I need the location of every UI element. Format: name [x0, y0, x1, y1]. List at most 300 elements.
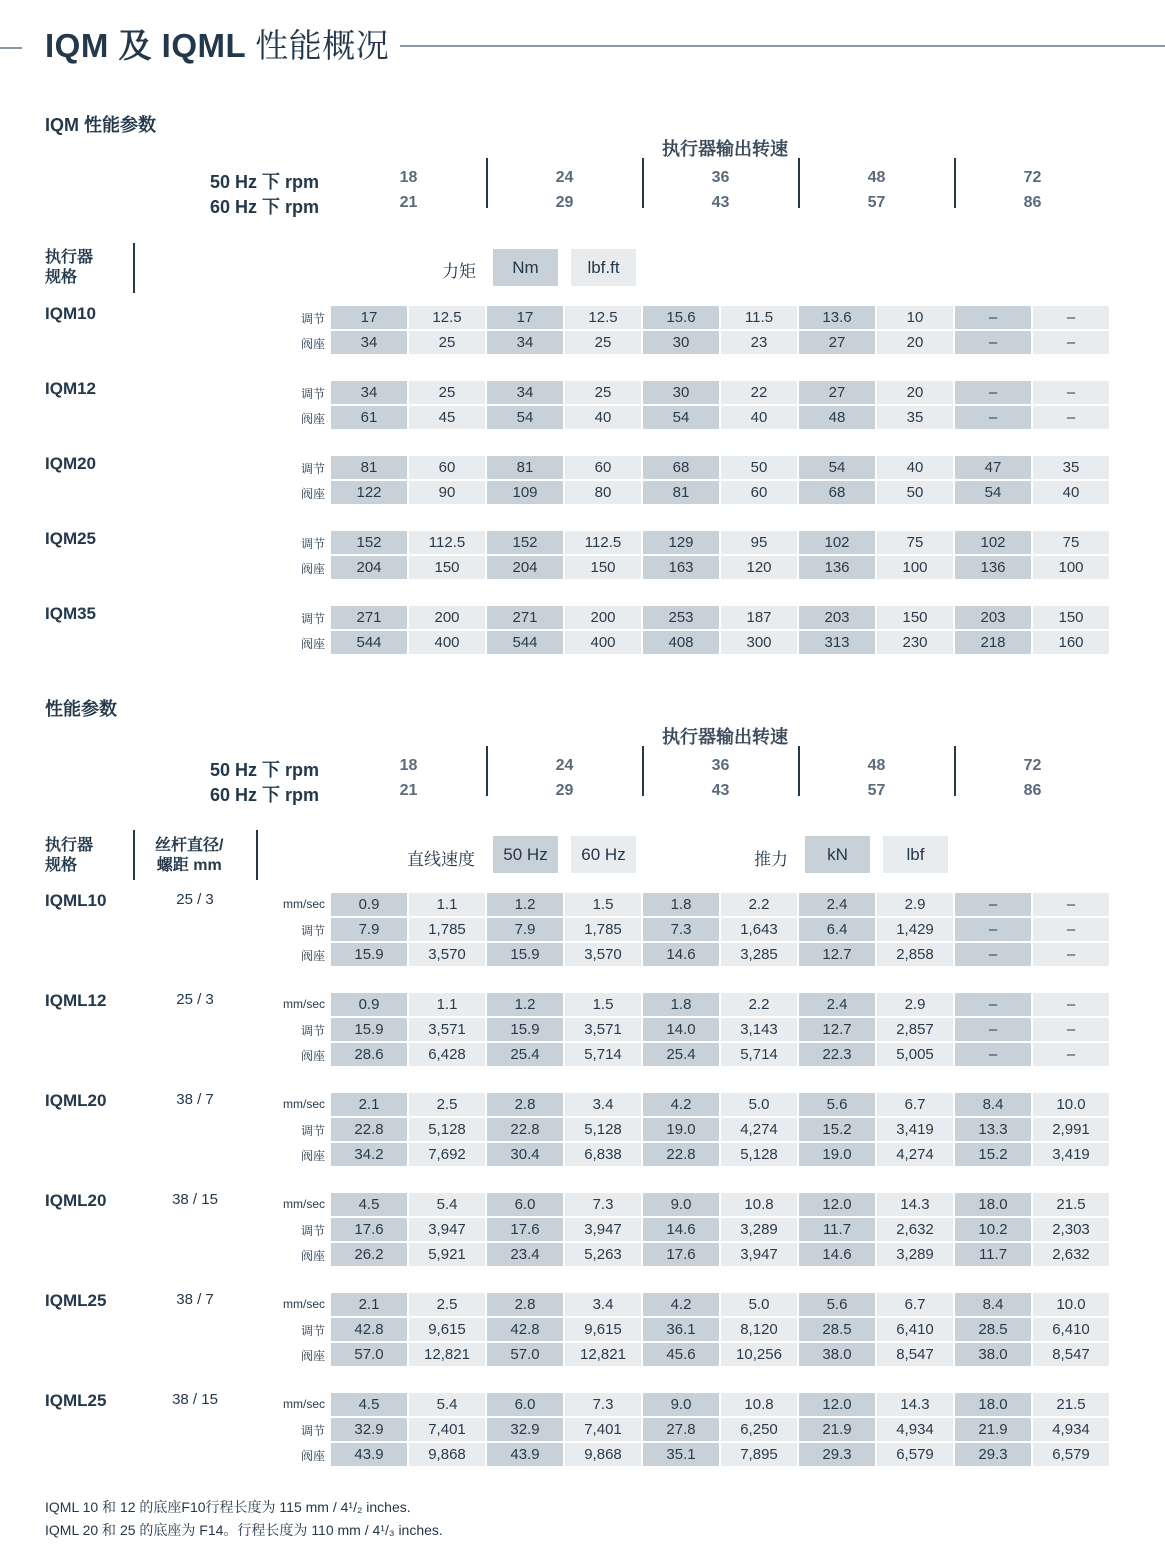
iqml-row-label: mm/sec — [283, 1197, 325, 1211]
iqm-value-cell: 150 — [877, 606, 953, 629]
iqm-value-cell: 81 — [487, 456, 563, 479]
iqml-value-cell: 2.9 — [877, 893, 953, 916]
iqml-value-cell: 35.1 — [643, 1443, 719, 1466]
iqm-value-cell: 54 — [955, 481, 1031, 504]
iqm-value-cell: 40 — [565, 406, 641, 429]
iqml-value-cell: 0.9 — [331, 893, 407, 916]
iqml-value-cell: 26.2 — [331, 1243, 407, 1266]
iqml-value-cell: 1,785 — [565, 918, 641, 941]
iqm-value-cell: 68 — [643, 456, 719, 479]
iqm-value-cell: 23 — [721, 331, 797, 354]
iqml-value-cell: 7.3 — [565, 1393, 641, 1416]
iqml-value-cell: 3.4 — [565, 1293, 641, 1316]
iqml-value-cell: 4.2 — [643, 1293, 719, 1316]
iqml-value-cell: 3,419 — [877, 1118, 953, 1141]
iqml-value-cell: 14.6 — [643, 943, 719, 966]
iqm-value-cell: 203 — [955, 606, 1031, 629]
iqml-unit-50hz: 50 Hz — [493, 836, 558, 873]
iqm-value-cell: 34 — [487, 331, 563, 354]
iqml-value-cell: 34.2 — [331, 1143, 407, 1166]
iqm-value-cell: 54 — [487, 406, 563, 429]
iqm-rpm60-value: 43 — [711, 194, 730, 211]
iqml-model-spindle: 38 / 15 — [172, 1191, 218, 1208]
iqml-value-cell: 9,868 — [565, 1443, 641, 1466]
iqml-value-cell: 0.9 — [331, 993, 407, 1016]
iqml-value-cell: 7.3 — [565, 1193, 641, 1216]
iqml-value-cell: 7.9 — [331, 918, 407, 941]
iqm-value-cell: 13.6 — [799, 306, 875, 329]
iqml-value-cell: 17.6 — [331, 1218, 407, 1241]
iqm-row-label: 调节 — [300, 612, 325, 626]
iqml-model-spindle: 38 / 15 — [172, 1391, 218, 1408]
iqml-value-cell: – — [1033, 1043, 1109, 1066]
iqml-value-cell: 1,785 — [409, 918, 485, 941]
iqm-row-label: 调节 — [300, 537, 325, 551]
iqml-value-cell: 1,643 — [721, 918, 797, 941]
iqml-value-cell: 42.8 — [487, 1318, 563, 1341]
iqm-rpm-divider — [798, 158, 800, 208]
iqml-value-cell: 6.0 — [487, 1393, 563, 1416]
iqml-row-label: 阀座 — [300, 1449, 325, 1463]
iqml-value-cell: 1.5 — [565, 993, 641, 1016]
iqml-value-cell: 32.9 — [331, 1418, 407, 1441]
iqml-rpm50-value: 48 — [867, 757, 886, 774]
iqml-row-label: mm/sec — [283, 897, 325, 911]
iqml-value-cell: 38.0 — [799, 1343, 875, 1366]
iqml-value-cell: 14.3 — [877, 1193, 953, 1216]
iqm-value-cell: 80 — [565, 481, 641, 504]
iqml-row-label: 调节 — [300, 1224, 325, 1238]
iqml-value-cell: 19.0 — [643, 1118, 719, 1141]
iqml-row-label: 阀座 — [300, 1049, 325, 1063]
iqm-value-cell: 60 — [721, 481, 797, 504]
iqml-value-cell: 6,250 — [721, 1418, 797, 1441]
iqm-row-label: 阀座 — [300, 337, 325, 351]
iqml-value-cell: 57.0 — [331, 1343, 407, 1366]
iqml-value-cell: – — [955, 918, 1031, 941]
iqml-value-cell: 7,895 — [721, 1443, 797, 1466]
iqm-rpm-divider — [642, 158, 644, 208]
iqml-value-cell: 15.9 — [487, 943, 563, 966]
iqml-value-cell: 21.9 — [955, 1418, 1031, 1441]
iqml-value-cell: 22.8 — [331, 1118, 407, 1141]
iqml-unit-60hz: 60 Hz — [571, 836, 636, 873]
iqml-row-label: 调节 — [300, 1324, 325, 1338]
iqml-value-cell: 8,547 — [877, 1343, 953, 1366]
iqm-value-cell: 60 — [565, 456, 641, 479]
iqm-value-cell: 12.5 — [409, 306, 485, 329]
iqm-value-cell: 544 — [487, 631, 563, 654]
iqm-value-cell: 17 — [487, 306, 563, 329]
iqm-value-cell: 54 — [799, 456, 875, 479]
iqml-value-cell: 5,128 — [721, 1143, 797, 1166]
iqml-value-cell: 2.4 — [799, 993, 875, 1016]
iqml-model-spindle: 25 / 3 — [176, 991, 214, 1008]
iqml-value-cell: 3,289 — [721, 1218, 797, 1241]
iqm-value-cell: 35 — [877, 406, 953, 429]
iqm-value-cell: 300 — [721, 631, 797, 654]
iqml-value-cell: 42.8 — [331, 1318, 407, 1341]
iqml-value-cell: 7,692 — [409, 1143, 485, 1166]
iqml-model-name: IQML20 — [45, 1191, 107, 1210]
iqm-hz50-label: 50 Hz 下 rpm — [210, 172, 320, 192]
iqm-value-cell: – — [955, 406, 1031, 429]
iqml-value-cell: 10,256 — [721, 1343, 797, 1366]
iqml-value-cell: 14.3 — [877, 1393, 953, 1416]
iqm-value-cell: 17 — [331, 306, 407, 329]
iqm-value-cell: 136 — [955, 556, 1031, 579]
iqml-value-cell: 1.5 — [565, 893, 641, 916]
iqml-value-cell: 25.4 — [487, 1043, 563, 1066]
iqml-value-cell: 5,005 — [877, 1043, 953, 1066]
iqm-value-cell: 408 — [643, 631, 719, 654]
iqml-value-cell: 5.4 — [409, 1193, 485, 1216]
iqml-value-cell: 3.4 — [565, 1093, 641, 1116]
iqm-value-cell: 25 — [409, 381, 485, 404]
iqm-value-cell: 40 — [721, 406, 797, 429]
iqml-value-cell: 18.0 — [955, 1393, 1031, 1416]
iqm-value-cell: 204 — [487, 556, 563, 579]
iqm-value-cell: 150 — [1033, 606, 1109, 629]
iqml-value-cell: 1.2 — [487, 893, 563, 916]
iqml-value-cell: 5.6 — [799, 1293, 875, 1316]
iqml-thrust-label: 推力 — [754, 850, 788, 869]
iqml-value-cell: – — [1033, 943, 1109, 966]
iqm-value-cell: – — [1033, 331, 1109, 354]
iqm-speed-title: 执行器输出转速 — [662, 139, 788, 159]
iqml-value-cell: 5.6 — [799, 1093, 875, 1116]
iqml-value-cell: 9,615 — [409, 1318, 485, 1341]
iqml-row-label: mm/sec — [283, 997, 325, 1011]
iqml-value-cell: 29.3 — [799, 1443, 875, 1466]
iqml-value-cell: 2.2 — [721, 893, 797, 916]
iqml-model-name: IQML25 — [45, 1291, 107, 1310]
iqm-value-cell: 102 — [955, 531, 1031, 554]
iqml-value-cell: 2,858 — [877, 943, 953, 966]
iqml-value-cell: 21.9 — [799, 1418, 875, 1441]
iqml-value-cell: 12.7 — [799, 1018, 875, 1041]
iqml-linear-speed-label: 直线速度 — [407, 850, 475, 869]
iqml-value-cell: 10.0 — [1033, 1293, 1109, 1316]
iqml-value-cell: 3,947 — [565, 1218, 641, 1241]
iqml-value-cell: 15.9 — [487, 1018, 563, 1041]
iqml-row-label: 阀座 — [300, 1149, 325, 1163]
title-rule-right — [400, 45, 1165, 47]
iqml-value-cell: 2.4 — [799, 893, 875, 916]
iqml-value-cell: 5,128 — [565, 1118, 641, 1141]
iqml-value-cell: 28.5 — [799, 1318, 875, 1341]
iqml-row-label: 阀座 — [300, 949, 325, 963]
iqml-value-cell: 10.2 — [955, 1218, 1031, 1241]
iqml-row-label: 阀座 — [300, 1249, 325, 1263]
iqm-unit-lbfft: lbf.ft — [571, 249, 636, 286]
iqml-value-cell: 4,274 — [877, 1143, 953, 1166]
iqml-value-cell: 22.8 — [643, 1143, 719, 1166]
iqml-value-cell: 1.8 — [643, 893, 719, 916]
iqm-value-cell: 30 — [643, 381, 719, 404]
iqml-value-cell: 15.9 — [331, 943, 407, 966]
iqm-value-cell: 50 — [721, 456, 797, 479]
iqm-value-cell: 136 — [799, 556, 875, 579]
iqm-rpm60-value: 86 — [1023, 194, 1042, 211]
iqml-value-cell: 4.5 — [331, 1193, 407, 1216]
iqm-value-cell: 20 — [877, 381, 953, 404]
iqml-value-cell: 3,570 — [565, 943, 641, 966]
iqml-value-cell: 5,128 — [409, 1118, 485, 1141]
iqm-value-cell: 25 — [565, 381, 641, 404]
iqml-value-cell: – — [955, 1043, 1031, 1066]
iqml-model-name: IQML20 — [45, 1091, 107, 1110]
iqm-value-cell: 129 — [643, 531, 719, 554]
iqm-value-cell: 20 — [877, 331, 953, 354]
iqm-value-cell: 34 — [331, 331, 407, 354]
iqml-value-cell: – — [955, 1018, 1031, 1041]
iqml-value-cell: 28.6 — [331, 1043, 407, 1066]
iqml-value-cell: 3,143 — [721, 1018, 797, 1041]
iqml-value-cell: 21.5 — [1033, 1393, 1109, 1416]
iqml-value-cell: 7,401 — [409, 1418, 485, 1441]
iqm-value-cell: 271 — [331, 606, 407, 629]
iqml-value-cell: 15.2 — [955, 1143, 1031, 1166]
iqml-value-cell: 9.0 — [643, 1193, 719, 1216]
iqml-value-cell: 8,120 — [721, 1318, 797, 1341]
iqm-value-cell: 200 — [409, 606, 485, 629]
iqm-model-name: IQM20 — [45, 454, 97, 473]
iqml-value-cell: 6,838 — [565, 1143, 641, 1166]
iqml-row-label: mm/sec — [283, 1397, 325, 1411]
iqml-value-cell: – — [955, 993, 1031, 1016]
iqml-value-cell: 2.8 — [487, 1093, 563, 1116]
iqm-value-cell: 60 — [409, 456, 485, 479]
iqml-value-cell: – — [1033, 1018, 1109, 1041]
iqml-value-cell: 11.7 — [955, 1243, 1031, 1266]
iqml-value-cell: 2.9 — [877, 993, 953, 1016]
iqml-value-cell: 29.3 — [955, 1443, 1031, 1466]
iqml-value-cell: 9,615 — [565, 1318, 641, 1341]
iqm-actuator-size-header: 执行器 规格 — [45, 249, 94, 286]
iqm-rpm50-value: 36 — [711, 169, 730, 186]
iqml-value-cell: 2.5 — [409, 1293, 485, 1316]
iqml-rpm-divider — [642, 746, 644, 796]
iqm-row-label: 阀座 — [300, 637, 325, 651]
iqm-row-label: 调节 — [300, 312, 325, 326]
iqml-value-cell: 32.9 — [487, 1418, 563, 1441]
iqml-value-cell: 15.9 — [331, 1018, 407, 1041]
iqm-value-cell: 218 — [955, 631, 1031, 654]
iqml-value-cell: 30.4 — [487, 1143, 563, 1166]
iqm-value-cell: 54 — [643, 406, 719, 429]
iqm-torque-label: 力矩 — [442, 262, 476, 281]
page-title — [45, 20, 389, 67]
iqm-value-cell: 160 — [1033, 631, 1109, 654]
footnote: IQML 10 和 12 的底座F10行程长度为 115 mm / 4¹/₂ inches. — [45, 1499, 411, 1515]
iqml-value-cell: 4.2 — [643, 1093, 719, 1116]
iqml-spindle-header: 丝杆直径/ 螺距 mm — [155, 837, 224, 874]
iqm-value-cell: 400 — [565, 631, 641, 654]
iqml-value-cell: 14.0 — [643, 1018, 719, 1041]
iqml-value-cell: – — [955, 893, 1031, 916]
iqm-value-cell: 61 — [331, 406, 407, 429]
iqml-value-cell: 22.8 — [487, 1118, 563, 1141]
iqml-value-cell: 6.7 — [877, 1093, 953, 1116]
iqml-row-label: 调节 — [300, 1024, 325, 1038]
iqm-value-cell: 313 — [799, 631, 875, 654]
iqm-value-cell: 47 — [955, 456, 1031, 479]
iqml-value-cell: 3,947 — [409, 1218, 485, 1241]
iqm-value-cell: 100 — [877, 556, 953, 579]
iqml-unit-lbf: lbf — [883, 836, 948, 873]
iqm-value-cell: 400 — [409, 631, 485, 654]
iqml-value-cell: 6,579 — [877, 1443, 953, 1466]
iqm-value-cell: 122 — [331, 481, 407, 504]
iqml-rpm60-value: 29 — [555, 782, 574, 799]
iqml-value-cell: 11.7 — [799, 1218, 875, 1241]
iqml-model-name: IQML12 — [45, 991, 107, 1010]
iqml-value-cell: 2,303 — [1033, 1218, 1109, 1241]
iqml-value-cell: 12.0 — [799, 1193, 875, 1216]
iqm-value-cell: 75 — [1033, 531, 1109, 554]
iqml-value-cell: 27.8 — [643, 1418, 719, 1441]
iqml-value-cell: 6,428 — [409, 1043, 485, 1066]
iqml-value-cell: 2,991 — [1033, 1118, 1109, 1141]
iqml-value-cell: 6.4 — [799, 918, 875, 941]
iqm-value-cell: 75 — [877, 531, 953, 554]
iqml-value-cell: 45.6 — [643, 1343, 719, 1366]
iqm-value-cell: 40 — [1033, 481, 1109, 504]
iqm-model-name: IQM35 — [45, 604, 97, 623]
iqml-row-label: 调节 — [300, 924, 325, 938]
iqm-value-cell: – — [1033, 406, 1109, 429]
iqm-section-title: IQM 性能参数 — [45, 115, 156, 135]
iqm-value-cell: 150 — [565, 556, 641, 579]
iqml-value-cell: 9,868 — [409, 1443, 485, 1466]
iqm-row-label: 阀座 — [300, 412, 325, 426]
iqml-value-cell: 22.3 — [799, 1043, 875, 1066]
iqml-value-cell: 5,263 — [565, 1243, 641, 1266]
iqm-value-cell: 11.5 — [721, 306, 797, 329]
iqm-value-cell: 10 — [877, 306, 953, 329]
iqm-rpm50-value: 48 — [867, 169, 886, 186]
iqml-value-cell: 4,274 — [721, 1118, 797, 1141]
iqm-value-cell: 271 — [487, 606, 563, 629]
iqml-row-label: mm/sec — [283, 1097, 325, 1111]
iqm-value-cell: 152 — [331, 531, 407, 554]
iqml-model-name: IQML10 — [45, 891, 107, 910]
iqm-value-cell: 163 — [643, 556, 719, 579]
iqm-value-cell: 34 — [487, 381, 563, 404]
iqml-model-spindle: 38 / 7 — [176, 1291, 214, 1308]
iqml-value-cell: 6,410 — [877, 1318, 953, 1341]
iqml-value-cell: 18.0 — [955, 1193, 1031, 1216]
iqm-value-cell: 48 — [799, 406, 875, 429]
iqm-row-label: 阀座 — [300, 562, 325, 576]
iqm-rpm-divider — [954, 158, 956, 208]
iqm-value-cell: 95 — [721, 531, 797, 554]
iqml-value-cell: 14.6 — [799, 1243, 875, 1266]
iqml-value-cell: 10.8 — [721, 1193, 797, 1216]
iqml-value-cell: 57.0 — [487, 1343, 563, 1366]
iqm-value-cell: 12.5 — [565, 306, 641, 329]
iqml-value-cell: 2,632 — [1033, 1243, 1109, 1266]
iqml-value-cell: – — [1033, 993, 1109, 1016]
iqml-value-cell: 12.7 — [799, 943, 875, 966]
iqml-value-cell: 3,419 — [1033, 1143, 1109, 1166]
iqm-unit-nm: Nm — [493, 249, 558, 286]
iqml-value-cell: 7.9 — [487, 918, 563, 941]
iqml-value-cell: 6,579 — [1033, 1443, 1109, 1466]
iqm-value-cell: 230 — [877, 631, 953, 654]
iqml-value-cell: 15.2 — [799, 1118, 875, 1141]
iqml-model-spindle: 25 / 3 — [176, 891, 214, 908]
iqml-value-cell: 3,947 — [721, 1243, 797, 1266]
iqml-rpm-divider — [798, 746, 800, 796]
iqm-value-cell: 544 — [331, 631, 407, 654]
iqml-value-cell: 5.4 — [409, 1393, 485, 1416]
iqm-value-cell: 81 — [643, 481, 719, 504]
iqm-hz60-label: 60 Hz 下 rpm — [210, 197, 320, 217]
iqml-value-cell: 17.6 — [643, 1243, 719, 1266]
iqml-value-cell: 7,401 — [565, 1418, 641, 1441]
iqml-value-cell: 43.9 — [331, 1443, 407, 1466]
iqm-row-label: 调节 — [300, 387, 325, 401]
iqml-header-divider-1 — [133, 830, 135, 880]
iqml-value-cell: 25.4 — [643, 1043, 719, 1066]
iqm-value-cell: 34 — [331, 381, 407, 404]
iqml-value-cell: 7.3 — [643, 918, 719, 941]
iqml-value-cell: 6.7 — [877, 1293, 953, 1316]
iqm-value-cell: – — [1033, 306, 1109, 329]
iqm-rpm50-value: 72 — [1023, 169, 1042, 186]
iqml-value-cell: 2.2 — [721, 993, 797, 1016]
iqml-value-cell: 14.6 — [643, 1218, 719, 1241]
iqm-value-cell: – — [955, 381, 1031, 404]
iqm-model-name: IQM10 — [45, 304, 97, 323]
iqml-value-cell: 2,857 — [877, 1018, 953, 1041]
iqml-rpm50-value: 72 — [1023, 757, 1042, 774]
iqm-value-cell: 187 — [721, 606, 797, 629]
iqm-value-cell: – — [1033, 381, 1109, 404]
iqml-value-cell: 5,714 — [565, 1043, 641, 1066]
iqml-value-cell: 28.5 — [955, 1318, 1031, 1341]
iqm-rpm60-value: 21 — [399, 194, 418, 211]
iqm-rpm60-value: 29 — [555, 194, 574, 211]
iqm-value-cell: 253 — [643, 606, 719, 629]
iqml-value-cell: 12,821 — [565, 1343, 641, 1366]
iqml-value-cell: 4,934 — [1033, 1418, 1109, 1441]
iqml-value-cell: 38.0 — [955, 1343, 1031, 1366]
iqml-value-cell: 8,547 — [1033, 1343, 1109, 1366]
iqml-row-label: 调节 — [300, 1124, 325, 1138]
iqml-value-cell: 13.3 — [955, 1118, 1031, 1141]
iqml-value-cell: 12,821 — [409, 1343, 485, 1366]
iqml-rpm50-value: 18 — [399, 757, 418, 774]
iqml-value-cell: 5,921 — [409, 1243, 485, 1266]
iqm-row-label: 调节 — [300, 462, 325, 476]
iqml-row-label: 调节 — [300, 1424, 325, 1438]
iqml-value-cell: – — [1033, 918, 1109, 941]
iqml-value-cell: 6.0 — [487, 1193, 563, 1216]
iqm-value-cell: 204 — [331, 556, 407, 579]
iqm-value-cell: – — [955, 331, 1031, 354]
iqml-unit-kn: kN — [805, 836, 870, 873]
iqml-value-cell: 1.1 — [409, 893, 485, 916]
iqml-value-cell: 3,285 — [721, 943, 797, 966]
iqm-value-cell: 100 — [1033, 556, 1109, 579]
iqm-model-name: IQM12 — [45, 379, 97, 398]
iqml-value-cell: 1.8 — [643, 993, 719, 1016]
iqm-value-cell: 35 — [1033, 456, 1109, 479]
iqm-value-cell: 200 — [565, 606, 641, 629]
